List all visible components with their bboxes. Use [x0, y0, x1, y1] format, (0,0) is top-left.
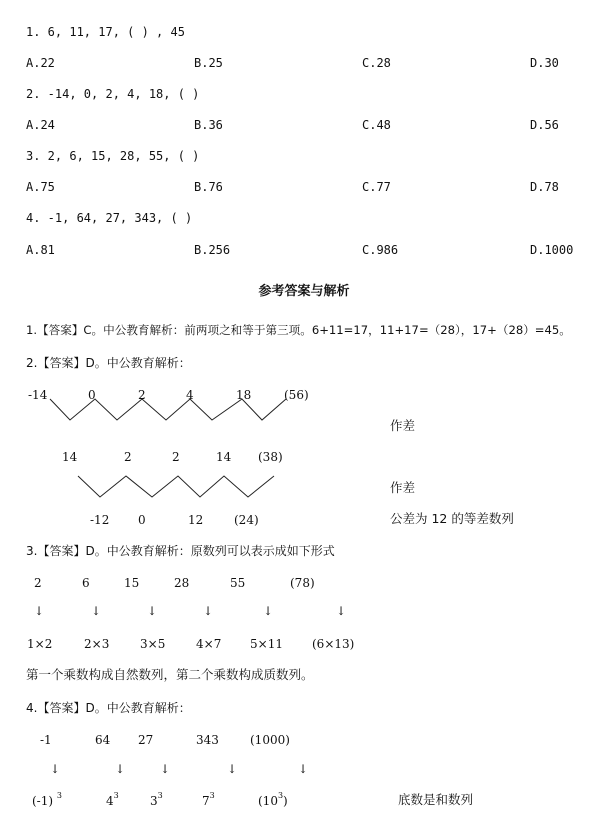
closing-paren: ): [283, 794, 288, 808]
diagram-number: 12: [188, 513, 204, 527]
product-expression: (6×13): [312, 637, 355, 651]
option-a: A.81: [26, 243, 55, 257]
answer-1: 1.【答案】C。中公教育解析：前两项之和等于第三项。6+11=17，11+17=（28），17+（28）=45。: [26, 323, 571, 337]
diagram-number: 55: [230, 576, 246, 590]
power-exponent: 3: [209, 791, 215, 800]
down-arrow-icon: ↓: [336, 604, 347, 618]
diagram-number: 2: [138, 388, 146, 402]
diagram-number: 15: [124, 576, 140, 590]
option-b: B.36: [194, 118, 223, 132]
option-b: B.76: [194, 180, 223, 194]
diff-label: 作差: [390, 480, 416, 495]
down-arrow-icon: ↓: [91, 604, 102, 618]
down-arrow-icon: ↓: [115, 762, 126, 776]
diagram-number: 2: [34, 576, 42, 590]
power-expression: [106, 791, 119, 808]
option-b: B.25: [194, 56, 223, 70]
option-a: A.22: [26, 56, 55, 70]
diagram-number: 14: [62, 450, 78, 464]
question-stem: 2. -14, 0, 2, 4, 18, ( ): [26, 87, 200, 101]
diagram-number: (56): [284, 388, 309, 402]
diagram-number: 0: [88, 388, 96, 402]
option-d: D.1000: [530, 243, 574, 257]
option-d: D.56: [530, 118, 559, 132]
down-arrow-icon: ↓: [203, 604, 214, 618]
diagram-number: 4: [186, 388, 194, 402]
power-expression: [150, 791, 163, 808]
option-c: C.48: [362, 118, 391, 132]
down-arrow-icon: ↓: [227, 762, 238, 776]
option-d: D.30: [530, 56, 559, 70]
option-c: C.28: [362, 56, 391, 70]
product-expression: 4×7: [196, 637, 222, 651]
diagram-number: (1000): [250, 733, 290, 747]
diagram-number: 27: [138, 733, 154, 747]
power-base: 7: [202, 794, 210, 808]
power-expression: [32, 791, 62, 808]
diagram-number: 343: [196, 733, 219, 747]
down-arrow-icon: ↓: [50, 762, 61, 776]
down-arrow-icon: ↓: [298, 762, 309, 776]
power-expression: [258, 791, 288, 808]
question-stem: 3. 2, 6, 15, 28, 55, ( ): [26, 149, 200, 163]
diagram-number: 6: [82, 576, 90, 590]
diagram-number: (38): [258, 450, 283, 464]
diagram-number: 2: [172, 450, 180, 464]
power-exponent: 3: [113, 791, 119, 800]
answer-3: 3.【答案】D。中公教育解析：原数列可以表示成如下形式: [26, 544, 335, 558]
power-base: (10: [258, 794, 278, 808]
question-stem: 1. 6, 11, 17, ( ) , 45: [26, 25, 185, 39]
section-title: 参考答案与解析: [258, 284, 350, 299]
diagram-number: -14: [28, 388, 48, 402]
option-a: A.24: [26, 118, 55, 132]
option-d: D.78: [530, 180, 559, 194]
product-expression: 3×5: [140, 637, 166, 651]
diagram-number: (24): [234, 513, 259, 527]
diagram-number: 14: [216, 450, 232, 464]
power-base: 3: [150, 794, 158, 808]
down-arrow-icon: ↓: [263, 604, 274, 618]
diagram-number: (78): [290, 576, 315, 590]
option-c: C.77: [362, 180, 391, 194]
answer-3-note: 第一个乘数构成自然数列，第二个乘数构成质数列。: [26, 667, 314, 682]
answer-4: 4.【答案】D。中公教育解析：: [26, 701, 191, 715]
diagram-number: 18: [236, 388, 252, 402]
product-expression: 1×2: [27, 637, 53, 651]
down-arrow-icon: ↓: [147, 604, 158, 618]
power-exponent: 3: [56, 791, 62, 800]
option-a: A.75: [26, 180, 55, 194]
power-exponent: 3: [277, 791, 284, 800]
power-base: 4: [106, 794, 114, 808]
diagram-number: 28: [174, 576, 190, 590]
sum-sequence-label: 底数是和数列: [398, 792, 474, 807]
down-arrow-icon: ↓: [160, 762, 171, 776]
power-expression: [202, 791, 215, 808]
arithmetic-label: 公差为 12 的等差数列: [390, 511, 514, 526]
power-base: (-1): [32, 794, 54, 808]
option-c: C.986: [362, 243, 399, 257]
diagram-number: -12: [90, 513, 110, 527]
diagram-number: 0: [138, 513, 146, 527]
power-exponent: 3: [157, 791, 163, 800]
diagram-number: 64: [95, 733, 111, 747]
product-expression: 2×3: [84, 637, 110, 651]
question-stem: 4. -1, 64, 27, 343, ( ): [26, 211, 193, 225]
diagram-number: 2: [124, 450, 132, 464]
option-b: B.256: [194, 243, 231, 257]
diagram-number: -1: [40, 733, 52, 747]
answer-2: 2.【答案】D。中公教育解析：: [26, 356, 191, 370]
product-expression: 5×11: [250, 637, 283, 651]
down-arrow-icon: ↓: [34, 604, 45, 618]
diff-label: 作差: [390, 418, 416, 433]
